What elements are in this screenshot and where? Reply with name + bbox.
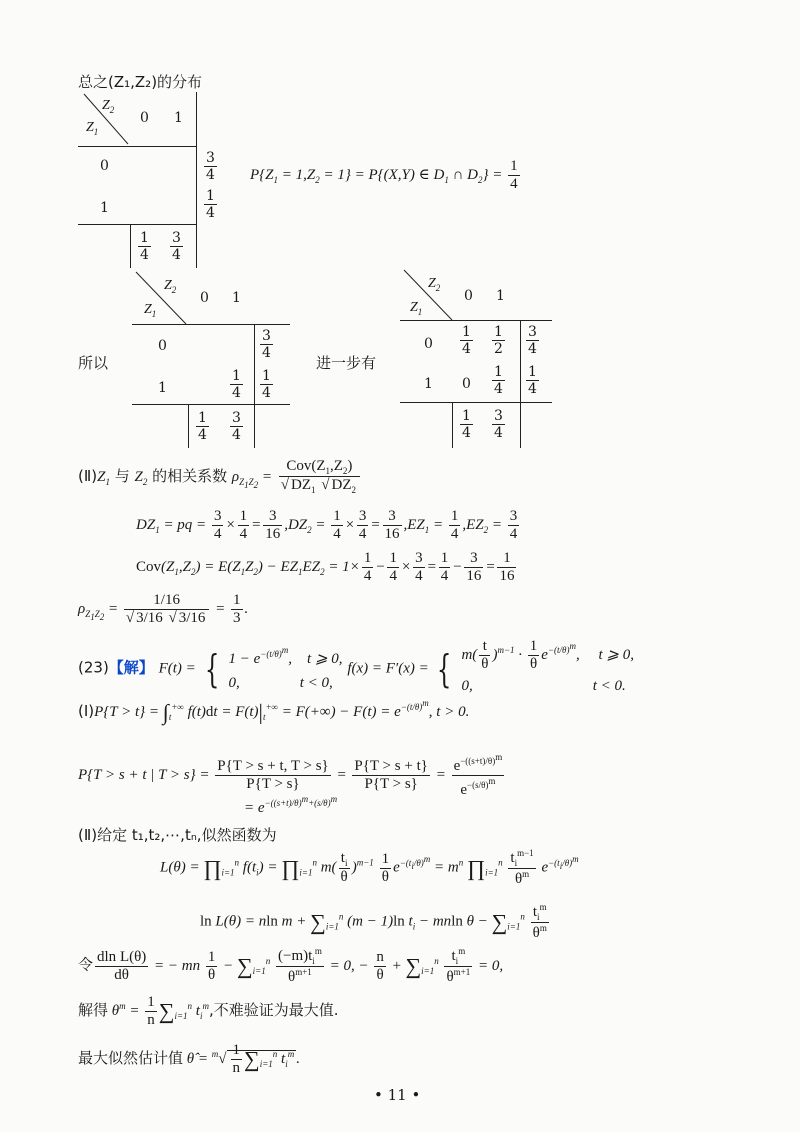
formula-variance: $DZ_1$ = pq = $\frac{3}{4}$ × $\frac{1}{4}$ = $\frac{3}{16}$ $,DZ_2$ = $\frac{1}{4}$ × $\frac{3}{4}$ = $\frac{3}{16}$ $,EZ_1$ = $\frac{1}{4}$ $,EZ_2$ = $\frac{3}{4}$ <box>136 508 518 543</box>
table-cell: $\frac{3}{4}$ <box>172 230 181 264</box>
heading-distribution: 总之(Z₁,Z₂)的分布 <box>78 73 203 91</box>
label-jinyibu: 进一步有 <box>316 354 377 372</box>
label-suoyi: 所以 <box>78 354 109 372</box>
table-cell: $\frac{1}{4}$ <box>232 368 241 402</box>
part1-survival: (Ⅰ)P{T > $t\} = \int_t^{+\infty}$ $f(t)dt = F(t)|_t^{+\infty} = F(+\infty) - F(t) = e^{-(t/\theta)^m}$, t > 0. <box>78 698 470 725</box>
page-number: • 11 • <box>374 1086 421 1104</box>
formula-derivative: 令 $\frac{\text{dln L(θ)}}{d\theta}$ = − mn $\frac{1}{\theta}$ − $\sum_{i=1}^n$ $\frac{(-m)t_i^m}{\theta^{m+1}}$ = 0, − $\frac{n}{\theta}$ + $\sum_{i=1}^n$ $\frac{t_i^m}{\theta^{m+1}}$ = 0, <box>78 946 504 986</box>
table-hline <box>400 320 552 321</box>
row-header-1: 1 <box>100 200 109 216</box>
row-header-0: 0 <box>158 338 167 354</box>
formula-mle: 最大似然估计值 θ̂ = $^m$√ $\frac{1}{n}$ $\sum_{i=1}^n$ $t_i^m$ . <box>78 1042 300 1077</box>
jie-tag: 【解】 <box>108 658 154 677</box>
table-cell: $\frac{1}{4}$ <box>462 408 471 442</box>
table-vline <box>196 92 197 268</box>
table-cell: $\frac{3}{4}$ <box>232 410 241 444</box>
formula-rho-value: $\rho_{Z_1Z_2}$ = $\frac{1/16}{√ 3/16 √ 3/16}$ = $\frac{1}{3}$ . <box>78 592 249 627</box>
col-header-1: 1 <box>174 110 183 126</box>
table-cell: $\frac{1}{2}$ <box>494 324 503 358</box>
table-hline <box>78 224 196 225</box>
table-head-z1: $Z_1$ <box>410 300 423 317</box>
formula-covariance: $Cov(Z_1,Z_2) = E(Z_1Z_2) - EZ_1EZ_2 = 1\times$ $\frac{1}{4}$ − $\frac{1}{4}$ × $\frac{3}{4}$ = $\frac{1}{4}$ − $\frac{3}{16}$ = $\frac{1}{16}$ <box>136 550 515 585</box>
sec23-cdf: (23)【解】 F(t) = { $1 - e^{-(t/\theta)^m}$, t ⩾ 0, 0, t < 0, f(x) = F′(x) = { m( $\frac{t}{\theta}$ )$^{m-1}$ · $\frac{1}{\theta}$ $e^{-(t/\theta)^m}$, t ⩾ 0, 0, t < 0. <box>78 638 634 694</box>
table-cell: $\frac{1}{4}$ <box>462 324 471 358</box>
table-cell: $\frac{3}{4}$ <box>262 328 271 362</box>
table-cell: $\frac{1}{4}$ <box>206 188 215 222</box>
table-cell: $\frac{1}{4}$ <box>198 410 207 444</box>
distribution-table-1 <box>78 92 215 268</box>
table-cell: $\frac{1}{4}$ <box>140 230 149 264</box>
table-hline <box>78 146 196 147</box>
row-header-1: 1 <box>158 380 167 396</box>
table-diagonal <box>400 268 454 322</box>
table-vline <box>254 324 255 448</box>
table-vline <box>130 224 131 268</box>
section-number: (23) <box>78 658 109 677</box>
table-cell: $\frac{1}{4}$ <box>494 364 503 398</box>
table-head-z1: $Z_1$ <box>144 302 157 319</box>
table-head-z2: $Z_2$ <box>428 276 441 293</box>
formula-solution: 解得 $\theta^m$ = $\frac{1}{n}$ $\sum_{i=1}^n$ $t_i^m$,不难验证为最大值. <box>78 994 339 1029</box>
table-vline <box>452 402 453 448</box>
table-vline <box>520 320 521 448</box>
table-cell: $\frac{3}{4}$ <box>494 408 503 442</box>
table-hline <box>400 402 552 403</box>
col-header-1: 1 <box>232 290 241 306</box>
formula-conditional: P{T > s + t | T > s} = $\frac{P\{T > s + t, T > s\}}{P\{T > s\}}$ = $\frac{P\{T > s + t\}}{P\{T > s\}}$ = $\frac{e^{-((s+t)/\theta)^m}}{e^{-(s/\theta)^m}}$ <box>78 752 503 799</box>
part2-likelihood-intro: (Ⅱ)给定 t₁,t₂,⋯,tₙ,似然函数为 <box>78 826 277 844</box>
formula-likelihood: $L(\theta) = \prod_{i=1}^n$ $f(t_i)$ = $\prod_{i=1}^n$ m( $\frac{t_i}{\theta}$ )$^{m-1}$ $\frac{1}{\theta}$ $e^{-(t_i/\theta)^m} = m^n$ $\prod_{i=1}^n$ $\frac{t_i^{m-1}}{\theta^m}$ $e^{-(t_i/\theta)^m}$ <box>160 848 579 888</box>
table-cell: $\frac{3}{4}$ <box>528 324 537 358</box>
table-cell: $\frac{3}{4}$ <box>206 150 215 184</box>
row-header-0: 0 <box>424 336 433 352</box>
formula-joint-prob: $P\{Z_1 = 1,Z_2 = 1\} = P\{(X,Y)$ ∈ $D_1$ ∩ $D_2$} = $\frac{1}{4}$ <box>250 158 518 193</box>
col-header-0: 0 <box>200 290 209 306</box>
formula-conditional-result: = $e^{-((s+t)/\theta)^m+(s/\theta)^m}$ <box>244 794 338 816</box>
table-head-z2: $Z_2$ <box>164 278 177 295</box>
col-header-0: 0 <box>140 110 149 126</box>
col-header-1: 1 <box>496 288 505 304</box>
table-hline <box>132 404 290 405</box>
formula-log-likelihood: ln L(θ) = nln $m + \sum_{i=1}^n$ (m − 1)ln $t_i - mnln$ $\theta - \sum_{i=1}^n$ $\frac{t_i^m}{\theta^m}$ <box>200 902 547 942</box>
table-cell: 0 <box>462 376 471 392</box>
distribution-table-2 <box>132 270 290 448</box>
table-diagonal <box>132 270 188 326</box>
row-header-0: 0 <box>100 158 109 174</box>
col-header-0: 0 <box>464 288 473 304</box>
distribution-table-3 <box>400 268 552 448</box>
table-head-z2: $Z_2$ <box>102 98 115 115</box>
row-header-1: 1 <box>424 376 433 392</box>
table-head-z1: $Z_1$ <box>86 120 99 137</box>
table-cell: $\frac{1}{4}$ <box>528 364 537 398</box>
table-hline <box>132 324 290 325</box>
part2-correlation: $(Ⅱ)Z_1$ 与 $Z_2$ 的相关系数 $\rho_{Z_1Z_2}$ = $\frac{Cov(Z_1,Z_2)}{√ DZ_1 √ DZ_2}$ <box>78 458 362 496</box>
table-vline <box>188 404 189 448</box>
table-cell: $\frac{1}{4}$ <box>262 368 271 402</box>
